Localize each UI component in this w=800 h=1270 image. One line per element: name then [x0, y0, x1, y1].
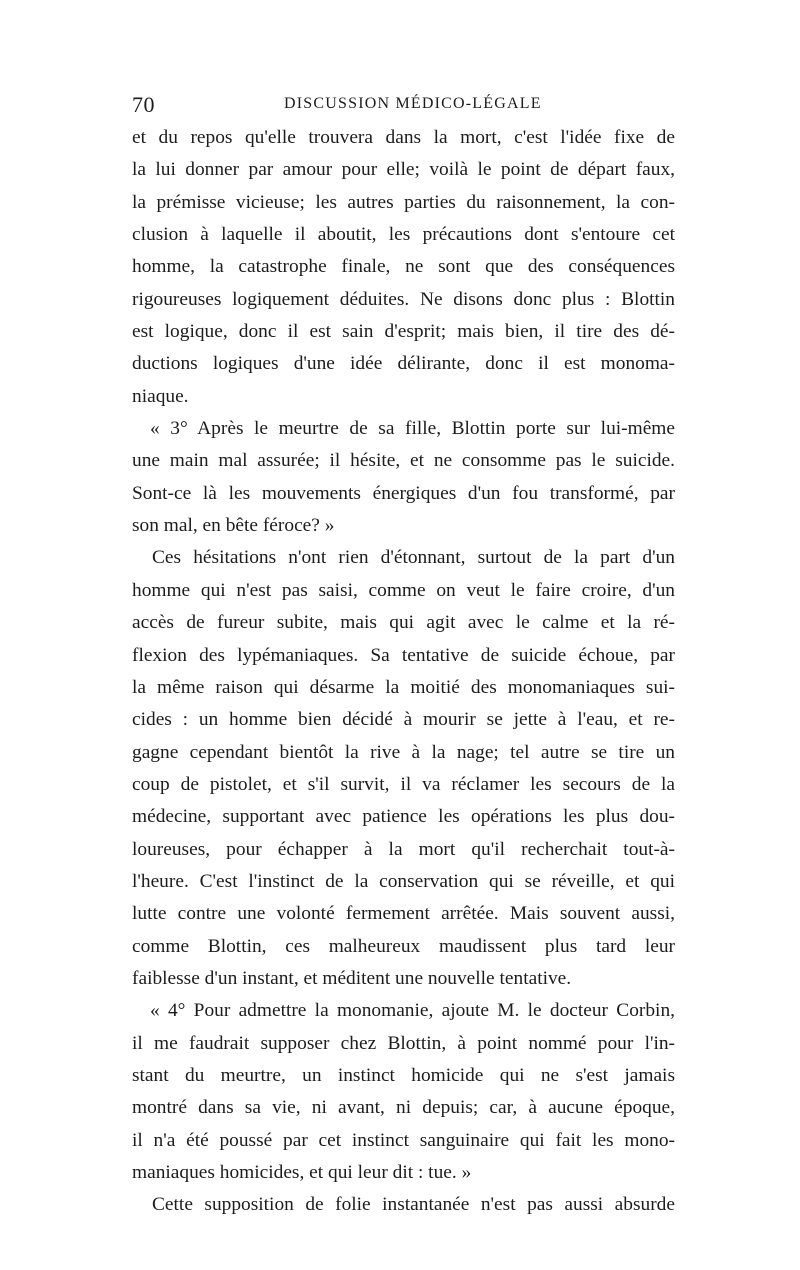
- text-line: Cette supposition de folie instantanée n'est pas aussi absurde: [152, 1194, 675, 1216]
- text-line: la même raison qui désarme la moitié des monomaniaques sui-: [132, 676, 675, 698]
- page-number: 70: [132, 92, 155, 117]
- text-line: cides : un homme bien décidé à mourir se jette à l'eau, et re-: [132, 709, 675, 731]
- text-line: flexion des lypémaniaques. Sa tentative de suicide échoue, par: [132, 644, 675, 666]
- body-text: [132, 122, 675, 1222]
- text-line: il n'a été poussé par cet instinct sanguinaire qui fait les mono-: [132, 1129, 675, 1151]
- text-line: lutte contre une volonté fermement arrêtée. Mais souvent aussi,: [132, 903, 675, 925]
- text-line: homme, la catastrophe finale, ne sont que des conséquences: [132, 256, 675, 278]
- text-line: son mal, en bête féroce? »: [132, 515, 335, 537]
- text-line: rigoureuses logiquement déduites. Ne disons donc plus : Blottin: [132, 288, 675, 310]
- page-header: [132, 92, 677, 122]
- text-line: la lui donner par amour pour elle; voilà le point de départ faux,: [132, 159, 675, 181]
- text-line: et du repos qu'elle trouvera dans la mort, c'est l'idée fixe de: [132, 127, 675, 148]
- text-line: la prémisse vicieuse; les autres parties du raisonnement, la con-: [132, 191, 675, 213]
- text-line: « 3° Après le meurtre de sa fille, Blottin porte sur lui-même: [150, 418, 675, 440]
- text-line: l'heure. C'est l'instinct de la conservation qui se réveille, et qui: [132, 870, 675, 892]
- running-title: DISCUSSION MÉDICO-LÉGALE: [284, 95, 542, 112]
- text-line: Sont-ce là les mouvements énergiques d'un fou transformé, par: [132, 482, 675, 504]
- text-line: clusion à laquelle il aboutit, les précautions dont s'entoure cet: [132, 224, 675, 246]
- text-line: niaque.: [132, 385, 189, 407]
- text-line: comme Blottin, ces malheureux maudissent plus tard leur: [132, 935, 675, 957]
- text-line: homme qui n'est pas saisi, comme on veut le faire croire, d'un: [132, 579, 675, 601]
- text-line: coup de pistolet, et s'il survit, il va réclamer les secours de la: [132, 773, 675, 795]
- text-line: maniaques homicides, et qui leur dit : tue. »: [132, 1162, 472, 1183]
- text-line: est logique, donc il est sain d'esprit; mais bien, il tire des dé-: [132, 321, 675, 343]
- text-line: stant du meurtre, un instinct homicide qui ne s'est jamais: [132, 1064, 675, 1086]
- text-line: une main mal assurée; il hésite, et ne consomme pas le suicide.: [132, 450, 675, 472]
- text-line: ductions logiques d'une idée délirante, donc il est monoma-: [132, 353, 675, 375]
- text-line: gagne cependant bientôt la rive à la nage; tel autre se tire un: [132, 741, 675, 763]
- text-line: montré dans sa vie, ni avant, ni depuis; car, à aucune époque,: [132, 1097, 675, 1119]
- text-line: il me faudrait supposer chez Blottin, à point nommé pour l'in-: [132, 1032, 675, 1054]
- text-line: loureuses, pour échapper à la mort qu'il recherchait tout-à-: [132, 838, 675, 860]
- text-line: médecine, supportant avec patience les opérations les plus dou-: [132, 806, 675, 828]
- text-line: Ces hésitations n'ont rien d'étonnant, surtout de la part d'un: [152, 547, 675, 569]
- text-line: faiblesse d'un instant, et méditent une nouvelle tentative.: [132, 967, 572, 989]
- text-line: « 4° Pour admettre la monomanie, ajoute M. le docteur Corbin,: [150, 1000, 675, 1022]
- text-line: accès de fureur subite, mais qui agit avec le calme et la ré-: [132, 612, 675, 634]
